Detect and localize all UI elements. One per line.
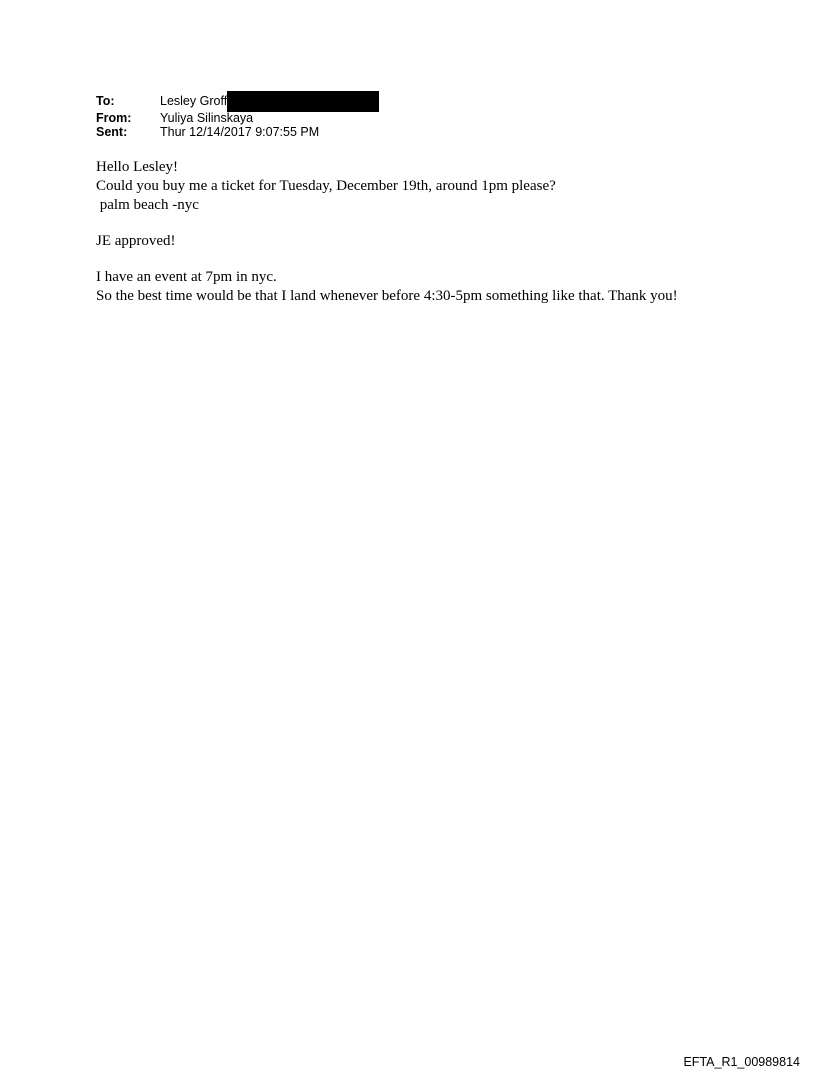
body-line-timing: So the best time would be that I land whenever before 4:30-5pm something like that. Thank you!	[96, 288, 678, 304]
sent-label: Sent:	[96, 124, 128, 139]
redaction-block	[227, 91, 379, 112]
email-header	[96, 95, 379, 139]
header-row-to	[96, 95, 379, 112]
body-line-greeting: Hello Lesley!	[96, 159, 179, 175]
header-row-sent	[96, 126, 379, 140]
to-label: To:	[96, 94, 115, 108]
header-row-from	[96, 112, 379, 126]
to-recipient: Lesley Groff	[160, 94, 228, 108]
body-line-route: palm beach -nyc	[96, 197, 199, 213]
paragraph-gap	[96, 251, 796, 268]
email-body	[96, 158, 796, 306]
body-line-approval: JE approved!	[96, 233, 176, 249]
sent-value: Thur 12/14/2017 9:07:55 PM	[160, 124, 320, 139]
paragraph-gap	[96, 215, 796, 232]
from-value: Yuliya Silinskaya	[160, 111, 254, 125]
body-line-event: I have an event at 7pm in nyc.	[96, 269, 277, 285]
body-line-request: Could you buy me a ticket for Tuesday, December 19th, around 1pm please?	[96, 178, 556, 194]
to-value	[160, 95, 379, 112]
from-label: From:	[96, 111, 132, 125]
document-id: EFTA_R1_00989814	[683, 1055, 800, 1069]
